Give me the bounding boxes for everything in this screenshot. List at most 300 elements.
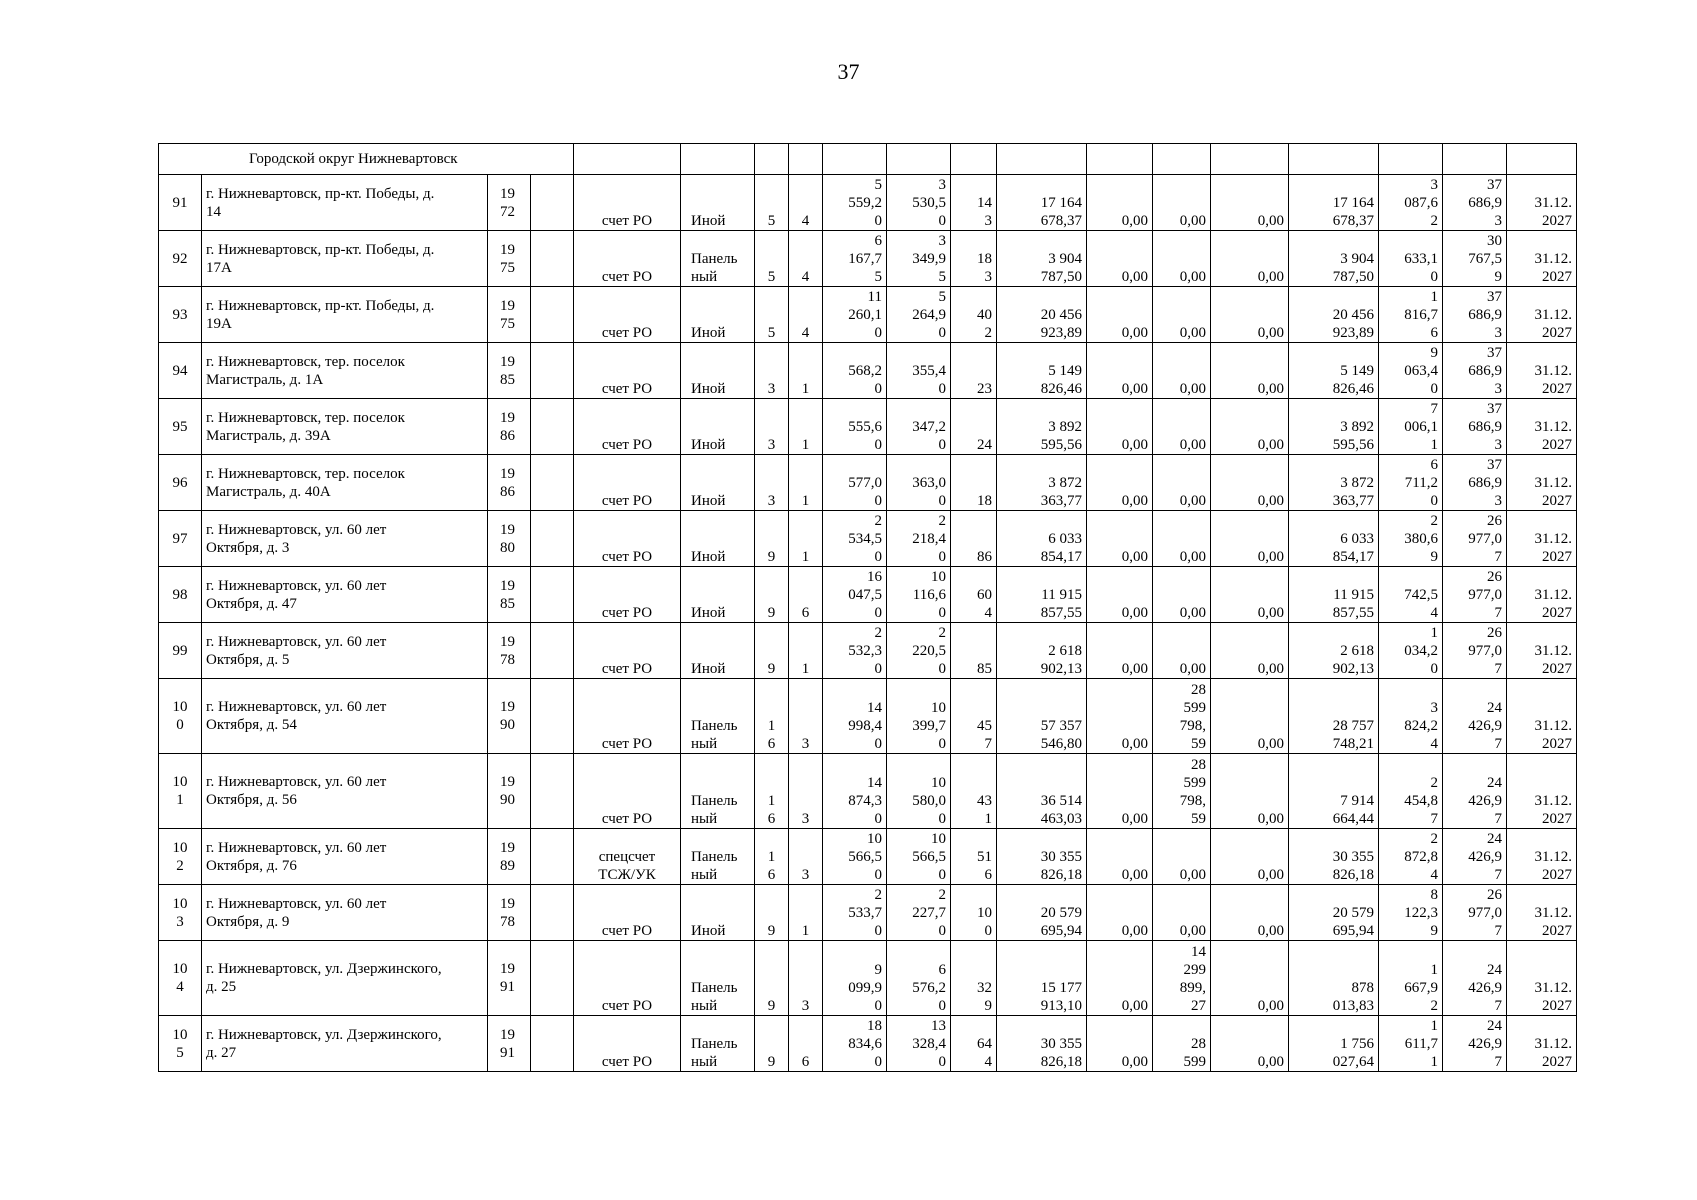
table-row — [159, 287, 1577, 343]
floors-cell: 1 6 — [755, 679, 789, 754]
federal-funds-cell: 0,00 — [1087, 567, 1153, 623]
floors-cell: 3 — [755, 399, 789, 455]
wall-material-cell: Иной — [681, 885, 755, 941]
cost-per-sqm-cell: 8 122,3 9 — [1379, 885, 1443, 941]
floors-cell: 9 — [755, 941, 789, 1016]
residents-cell: 40 2 — [951, 287, 997, 343]
total-area-cell: 5 559,2 0 — [823, 175, 887, 231]
total-area-cell: 18 834,6 0 — [823, 1016, 887, 1072]
wall-material-cell: Иной — [681, 455, 755, 511]
cost-per-sqm-cell: 2 380,6 9 — [1379, 511, 1443, 567]
cost-per-sqm-cell: 9 063,4 0 — [1379, 343, 1443, 399]
cost-per-sqm-cell: 6 711,2 0 — [1379, 455, 1443, 511]
total-cost-cell: 36 514 463,03 — [997, 754, 1087, 829]
year-built-cell: 19 85 — [488, 567, 531, 623]
row-number-cell: 92 — [159, 231, 202, 287]
federal-funds-cell: 0,00 — [1087, 399, 1153, 455]
floors-cell: 9 — [755, 623, 789, 679]
total-area-cell: 568,2 0 — [823, 343, 887, 399]
fund-type-cell: счет РО — [574, 287, 681, 343]
repair-program-table — [158, 143, 1577, 1072]
limit-cost-cell: 24 426,9 7 — [1443, 679, 1507, 754]
living-area-cell: 347,2 0 — [887, 399, 951, 455]
living-area-cell: 10 566,5 0 — [887, 829, 951, 885]
cost-per-sqm-cell: 1 667,9 2 — [1379, 941, 1443, 1016]
residents-cell: 24 — [951, 399, 997, 455]
total-cost-cell: 17 164 678,37 — [997, 175, 1087, 231]
blank-cell-cell — [531, 343, 574, 399]
blank-cell-cell — [531, 941, 574, 1016]
address-cell: г. Нижневартовск, тер. поселок Магистраль, д. 39А — [202, 399, 488, 455]
wall-material-cell: Панель ный — [681, 754, 755, 829]
address-cell: г. Нижневартовск, тер. поселок Магистраль, д. 1А — [202, 343, 488, 399]
year-built-cell: 19 80 — [488, 511, 531, 567]
row-number-cell: 95 — [159, 399, 202, 455]
municipal-funds-cell: 0,00 — [1211, 399, 1289, 455]
fund-type-cell: счет РО — [574, 941, 681, 1016]
floors-cell: 5 — [755, 287, 789, 343]
floors-cell: 3 — [755, 343, 789, 399]
table-row — [159, 511, 1577, 567]
total-cost-cell: 57 357 546,80 — [997, 679, 1087, 754]
entrances-cell: 6 — [789, 567, 823, 623]
cost-per-sqm-cell: 2 872,8 4 — [1379, 829, 1443, 885]
municipal-funds-cell: 0,00 — [1211, 455, 1289, 511]
regional-funds-cell: 0,00 — [1153, 829, 1211, 885]
year-built-cell: 19 78 — [488, 623, 531, 679]
entrances-cell: 3 — [789, 941, 823, 1016]
limit-cost-cell: 37 686,9 3 — [1443, 455, 1507, 511]
cost-per-sqm-cell: 7 006,1 1 — [1379, 399, 1443, 455]
entrances-cell: 1 — [789, 343, 823, 399]
table-row — [159, 941, 1577, 1016]
year-built-cell: 19 90 — [488, 754, 531, 829]
year-built-cell: 19 86 — [488, 455, 531, 511]
floors-cell: 1 6 — [755, 754, 789, 829]
deadline-date-cell: 31.12. 2027 — [1507, 829, 1577, 885]
wall-material-cell: Иной — [681, 623, 755, 679]
address-cell: г. Нижневартовск, ул. 60 лет Октября, д. 47 — [202, 567, 488, 623]
address-cell: г. Нижневартовск, пр-кт. Победы, д. 17А — [202, 231, 488, 287]
table-row — [159, 1016, 1577, 1072]
address-cell: г. Нижневартовск, ул. 60 лет Октября, д. 54 — [202, 679, 488, 754]
owner-funds-cell: 3 892 595,56 — [1289, 399, 1379, 455]
table-row — [159, 679, 1577, 754]
owner-funds-cell: 3 904 787,50 — [1289, 231, 1379, 287]
municipal-funds-cell: 0,00 — [1211, 287, 1289, 343]
living-area-cell: 10 116,6 0 — [887, 567, 951, 623]
cost-per-sqm-cell: 1 816,7 6 — [1379, 287, 1443, 343]
entrances-cell: 4 — [789, 287, 823, 343]
total-area-cell: 11 260,1 0 — [823, 287, 887, 343]
residents-cell: 51 6 — [951, 829, 997, 885]
regional-funds-cell: 0,00 — [1153, 231, 1211, 287]
wall-material-cell: Иной — [681, 343, 755, 399]
blank-cell-cell — [531, 679, 574, 754]
regional-funds-cell: 0,00 — [1153, 567, 1211, 623]
owner-funds-cell: 17 164 678,37 — [1289, 175, 1379, 231]
owner-funds-cell: 20 456 923,89 — [1289, 287, 1379, 343]
year-built-cell: 19 75 — [488, 231, 531, 287]
blank-cell-cell — [531, 399, 574, 455]
fund-type-cell: счет РО — [574, 754, 681, 829]
total-cost-cell: 6 033 854,17 — [997, 511, 1087, 567]
year-built-cell: 19 72 — [488, 175, 531, 231]
entrances-cell: 1 — [789, 399, 823, 455]
deadline-date-cell: 31.12. 2027 — [1507, 175, 1577, 231]
total-cost-cell: 20 456 923,89 — [997, 287, 1087, 343]
limit-cost-cell: 26 977,0 7 — [1443, 885, 1507, 941]
fund-type-cell: счет РО — [574, 511, 681, 567]
federal-funds-cell: 0,00 — [1087, 885, 1153, 941]
floors-cell: 1 6 — [755, 829, 789, 885]
row-number-cell: 91 — [159, 175, 202, 231]
regional-funds-cell: 0,00 — [1153, 455, 1211, 511]
wall-material-cell: Панель ный — [681, 1016, 755, 1072]
year-built-cell: 19 75 — [488, 287, 531, 343]
regional-funds-cell: 28 599 — [1153, 1016, 1211, 1072]
deadline-date-cell: 31.12. 2027 — [1507, 1016, 1577, 1072]
deadline-date-cell: 31.12. 2027 — [1507, 399, 1577, 455]
municipal-funds-cell: 0,00 — [1211, 829, 1289, 885]
entrances-cell: 1 — [789, 623, 823, 679]
federal-funds-cell: 0,00 — [1087, 623, 1153, 679]
cost-per-sqm-cell: 742,5 4 — [1379, 567, 1443, 623]
federal-funds-cell: 0,00 — [1087, 829, 1153, 885]
entrances-cell: 3 — [789, 679, 823, 754]
row-number-cell: 10 4 — [159, 941, 202, 1016]
entrances-cell: 3 — [789, 829, 823, 885]
living-area-cell: 355,4 0 — [887, 343, 951, 399]
floors-cell: 3 — [755, 455, 789, 511]
year-built-cell: 19 91 — [488, 1016, 531, 1072]
federal-funds-cell: 0,00 — [1087, 455, 1153, 511]
limit-cost-cell: 37 686,9 3 — [1443, 175, 1507, 231]
regional-funds-cell: 0,00 — [1153, 885, 1211, 941]
municipal-funds-cell: 0,00 — [1211, 343, 1289, 399]
wall-material-cell: Иной — [681, 175, 755, 231]
wall-material-cell: Панель ный — [681, 829, 755, 885]
blank-cell-cell — [531, 567, 574, 623]
total-area-cell: 2 533,7 0 — [823, 885, 887, 941]
table-row — [159, 885, 1577, 941]
municipal-funds-cell: 0,00 — [1211, 941, 1289, 1016]
total-area-cell: 555,6 0 — [823, 399, 887, 455]
row-number-cell: 10 2 — [159, 829, 202, 885]
floors-cell: 9 — [755, 511, 789, 567]
row-number-cell: 98 — [159, 567, 202, 623]
wall-material-cell: Панель ный — [681, 231, 755, 287]
regional-funds-cell: 0,00 — [1153, 511, 1211, 567]
limit-cost-cell: 24 426,9 7 — [1443, 829, 1507, 885]
blank-cell-cell — [531, 175, 574, 231]
municipal-funds-cell: 0,00 — [1211, 175, 1289, 231]
living-area-cell: 13 328,4 0 — [887, 1016, 951, 1072]
deadline-date-cell: 31.12. 2027 — [1507, 511, 1577, 567]
residents-cell: 85 — [951, 623, 997, 679]
floors-cell: 9 — [755, 567, 789, 623]
owner-funds-cell: 30 355 826,18 — [1289, 829, 1379, 885]
blank-cell-cell — [531, 623, 574, 679]
row-number-cell: 10 3 — [159, 885, 202, 941]
table-row — [159, 623, 1577, 679]
residents-cell: 32 9 — [951, 941, 997, 1016]
floors-cell: 5 — [755, 175, 789, 231]
owner-funds-cell: 878 013,83 — [1289, 941, 1379, 1016]
address-cell: г. Нижневартовск, тер. поселок Магистраль, д. 40А — [202, 455, 488, 511]
living-area-cell: 10 399,7 0 — [887, 679, 951, 754]
row-number-cell: 94 — [159, 343, 202, 399]
deadline-date-cell: 31.12. 2027 — [1507, 343, 1577, 399]
entrances-cell: 4 — [789, 231, 823, 287]
total-cost-cell: 3 892 595,56 — [997, 399, 1087, 455]
residents-cell: 86 — [951, 511, 997, 567]
entrances-cell: 1 — [789, 455, 823, 511]
wall-material-cell: Панель ный — [681, 941, 755, 1016]
total-cost-cell: 15 177 913,10 — [997, 941, 1087, 1016]
deadline-date-cell: 31.12. 2027 — [1507, 754, 1577, 829]
municipal-funds-cell: 0,00 — [1211, 754, 1289, 829]
deadline-date-cell: 31.12. 2027 — [1507, 455, 1577, 511]
wall-material-cell: Иной — [681, 287, 755, 343]
regional-funds-cell: 14 299 899, 27 — [1153, 941, 1211, 1016]
limit-cost-cell: 30 767,5 9 — [1443, 231, 1507, 287]
wall-material-cell: Иной — [681, 399, 755, 455]
federal-funds-cell: 0,00 — [1087, 343, 1153, 399]
total-area-cell: 6 167,7 5 — [823, 231, 887, 287]
row-number-cell: 10 5 — [159, 1016, 202, 1072]
total-area-cell: 2 534,5 0 — [823, 511, 887, 567]
municipal-funds-cell: 0,00 — [1211, 679, 1289, 754]
entrances-cell: 6 — [789, 1016, 823, 1072]
fund-type-cell: спецсчет ТСЖ/УК — [574, 829, 681, 885]
year-built-cell: 19 90 — [488, 679, 531, 754]
fund-type-cell: счет РО — [574, 567, 681, 623]
floors-cell: 9 — [755, 885, 789, 941]
year-built-cell: 19 91 — [488, 941, 531, 1016]
address-cell: г. Нижневартовск, ул. 60 лет Октября, д. 56 — [202, 754, 488, 829]
total-cost-cell: 11 915 857,55 — [997, 567, 1087, 623]
deadline-date-cell: 31.12. 2027 — [1507, 567, 1577, 623]
total-cost-cell: 3 872 363,77 — [997, 455, 1087, 511]
entrances-cell: 3 — [789, 754, 823, 829]
federal-funds-cell: 0,00 — [1087, 175, 1153, 231]
address-cell: г. Нижневартовск, ул. 60 лет Октября, д. 3 — [202, 511, 488, 567]
cost-per-sqm-cell: 1 611,7 1 — [1379, 1016, 1443, 1072]
deadline-date-cell: 31.12. 2027 — [1507, 287, 1577, 343]
row-number-cell: 10 0 — [159, 679, 202, 754]
limit-cost-cell: 37 686,9 3 — [1443, 343, 1507, 399]
address-cell: г. Нижневартовск, ул. 60 лет Октября, д. 76 — [202, 829, 488, 885]
residents-cell: 14 3 — [951, 175, 997, 231]
table-row — [159, 175, 1577, 231]
blank-cell-cell — [531, 455, 574, 511]
limit-cost-cell: 26 977,0 7 — [1443, 511, 1507, 567]
row-number-cell: 99 — [159, 623, 202, 679]
residents-cell: 43 1 — [951, 754, 997, 829]
total-cost-cell: 3 904 787,50 — [997, 231, 1087, 287]
regional-funds-cell: 0,00 — [1153, 399, 1211, 455]
municipal-funds-cell: 0,00 — [1211, 567, 1289, 623]
entrances-cell: 1 — [789, 511, 823, 567]
owner-funds-cell: 2 618 902,13 — [1289, 623, 1379, 679]
total-cost-cell: 20 579 695,94 — [997, 885, 1087, 941]
limit-cost-cell: 24 426,9 7 — [1443, 1016, 1507, 1072]
limit-cost-cell: 26 977,0 7 — [1443, 623, 1507, 679]
living-area-cell: 2 218,4 0 — [887, 511, 951, 567]
table-row — [159, 343, 1577, 399]
residents-cell: 18 — [951, 455, 997, 511]
table-row — [159, 399, 1577, 455]
federal-funds-cell: 0,00 — [1087, 1016, 1153, 1072]
regional-funds-cell: 0,00 — [1153, 343, 1211, 399]
regional-funds-cell: 0,00 — [1153, 623, 1211, 679]
fund-type-cell: счет РО — [574, 343, 681, 399]
living-area-cell: 3 349,9 5 — [887, 231, 951, 287]
row-number-cell: 93 — [159, 287, 202, 343]
federal-funds-cell: 0,00 — [1087, 511, 1153, 567]
owner-funds-cell: 6 033 854,17 — [1289, 511, 1379, 567]
federal-funds-cell: 0,00 — [1087, 754, 1153, 829]
total-area-cell: 16 047,5 0 — [823, 567, 887, 623]
wall-material-cell: Иной — [681, 567, 755, 623]
limit-cost-cell: 24 426,9 7 — [1443, 754, 1507, 829]
total-area-cell: 577,0 0 — [823, 455, 887, 511]
residents-cell: 64 4 — [951, 1016, 997, 1072]
table-row — [159, 754, 1577, 829]
regional-funds-cell: 0,00 — [1153, 287, 1211, 343]
federal-funds-cell: 0,00 — [1087, 231, 1153, 287]
living-area-cell: 5 264,9 0 — [887, 287, 951, 343]
year-built-cell: 19 89 — [488, 829, 531, 885]
address-cell: г. Нижневартовск, ул. Дзержинского, д. 27 — [202, 1016, 488, 1072]
residents-cell: 45 7 — [951, 679, 997, 754]
federal-funds-cell: 0,00 — [1087, 679, 1153, 754]
address-cell: г. Нижневартовск, пр-кт. Победы, д. 19А — [202, 287, 488, 343]
total-cost-cell: 30 355 826,18 — [997, 829, 1087, 885]
address-cell: г. Нижневартовск, ул. 60 лет Октября, д. 5 — [202, 623, 488, 679]
total-area-cell: 14 998,4 0 — [823, 679, 887, 754]
living-area-cell: 2 227,7 0 — [887, 885, 951, 941]
blank-cell-cell — [531, 754, 574, 829]
regional-funds-cell: 0,00 — [1153, 175, 1211, 231]
deadline-date-cell: 31.12. 2027 — [1507, 941, 1577, 1016]
deadline-date-cell: 31.12. 2027 — [1507, 679, 1577, 754]
entrances-cell: 4 — [789, 175, 823, 231]
wall-material-cell: Панель ный — [681, 679, 755, 754]
owner-funds-cell: 3 872 363,77 — [1289, 455, 1379, 511]
limit-cost-cell: 37 686,9 3 — [1443, 287, 1507, 343]
blank-cell-cell — [531, 829, 574, 885]
region-row — [159, 144, 1577, 175]
living-area-cell: 3 530,5 0 — [887, 175, 951, 231]
entrances-cell: 1 — [789, 885, 823, 941]
residents-cell: 60 4 — [951, 567, 997, 623]
living-area-cell: 2 220,5 0 — [887, 623, 951, 679]
municipal-funds-cell: 0,00 — [1211, 623, 1289, 679]
year-built-cell: 19 86 — [488, 399, 531, 455]
limit-cost-cell: 24 426,9 7 — [1443, 941, 1507, 1016]
table-row — [159, 231, 1577, 287]
fund-type-cell: счет РО — [574, 623, 681, 679]
floors-cell: 5 — [755, 231, 789, 287]
total-area-cell: 2 532,3 0 — [823, 623, 887, 679]
row-number-cell: 96 — [159, 455, 202, 511]
fund-type-cell: счет РО — [574, 399, 681, 455]
year-built-cell: 19 85 — [488, 343, 531, 399]
fund-type-cell: счет РО — [574, 885, 681, 941]
residents-cell: 23 — [951, 343, 997, 399]
owner-funds-cell: 20 579 695,94 — [1289, 885, 1379, 941]
address-cell: г. Нижневартовск, пр-кт. Победы, д. 14 — [202, 175, 488, 231]
table-row — [159, 567, 1577, 623]
table-row — [159, 455, 1577, 511]
residents-cell: 18 3 — [951, 231, 997, 287]
row-number-cell: 97 — [159, 511, 202, 567]
deadline-date-cell: 31.12. 2027 — [1507, 231, 1577, 287]
cost-per-sqm-cell: 2 454,8 7 — [1379, 754, 1443, 829]
region-name: Городской округ Нижневартовск — [159, 144, 574, 175]
total-cost-cell: 5 149 826,46 — [997, 343, 1087, 399]
blank-cell-cell — [531, 511, 574, 567]
living-area-cell: 10 580,0 0 — [887, 754, 951, 829]
federal-funds-cell: 0,00 — [1087, 287, 1153, 343]
blank-cell-cell — [531, 231, 574, 287]
floors-cell: 9 — [755, 1016, 789, 1072]
regional-funds-cell: 28 599 798, 59 — [1153, 754, 1211, 829]
cost-per-sqm-cell: 1 034,2 0 — [1379, 623, 1443, 679]
municipal-funds-cell: 0,00 — [1211, 231, 1289, 287]
fund-type-cell: счет РО — [574, 1016, 681, 1072]
owner-funds-cell: 7 914 664,44 — [1289, 754, 1379, 829]
deadline-date-cell: 31.12. 2027 — [1507, 623, 1577, 679]
cost-per-sqm-cell: 3 087,6 2 — [1379, 175, 1443, 231]
year-built-cell: 19 78 — [488, 885, 531, 941]
row-number-cell: 10 1 — [159, 754, 202, 829]
total-cost-cell: 2 618 902,13 — [997, 623, 1087, 679]
residents-cell: 10 0 — [951, 885, 997, 941]
federal-funds-cell: 0,00 — [1087, 941, 1153, 1016]
fund-type-cell: счет РО — [574, 455, 681, 511]
table-row — [159, 829, 1577, 885]
blank-cell-cell — [531, 885, 574, 941]
wall-material-cell: Иной — [681, 511, 755, 567]
limit-cost-cell: 26 977,0 7 — [1443, 567, 1507, 623]
limit-cost-cell: 37 686,9 3 — [1443, 399, 1507, 455]
cost-per-sqm-cell: 633,1 0 — [1379, 231, 1443, 287]
blank-cell-cell — [531, 1016, 574, 1072]
blank-cell-cell — [531, 287, 574, 343]
total-area-cell: 10 566,5 0 — [823, 829, 887, 885]
total-area-cell: 14 874,3 0 — [823, 754, 887, 829]
regional-funds-cell: 28 599 798, 59 — [1153, 679, 1211, 754]
living-area-cell: 6 576,2 0 — [887, 941, 951, 1016]
page-number: 37 — [837, 59, 860, 84]
fund-type-cell: счет РО — [574, 231, 681, 287]
fund-type-cell: счет РО — [574, 679, 681, 754]
owner-funds-cell: 1 756 027,64 — [1289, 1016, 1379, 1072]
cost-per-sqm-cell: 3 824,2 4 — [1379, 679, 1443, 754]
living-area-cell: 363,0 0 — [887, 455, 951, 511]
municipal-funds-cell: 0,00 — [1211, 1016, 1289, 1072]
owner-funds-cell: 5 149 826,46 — [1289, 343, 1379, 399]
fund-type-cell: счет РО — [574, 175, 681, 231]
owner-funds-cell: 28 757 748,21 — [1289, 679, 1379, 754]
owner-funds-cell: 11 915 857,55 — [1289, 567, 1379, 623]
total-area-cell: 9 099,9 0 — [823, 941, 887, 1016]
address-cell: г. Нижневартовск, ул. 60 лет Октября, д. 9 — [202, 885, 488, 941]
address-cell: г. Нижневартовск, ул. Дзержинского, д. 25 — [202, 941, 488, 1016]
